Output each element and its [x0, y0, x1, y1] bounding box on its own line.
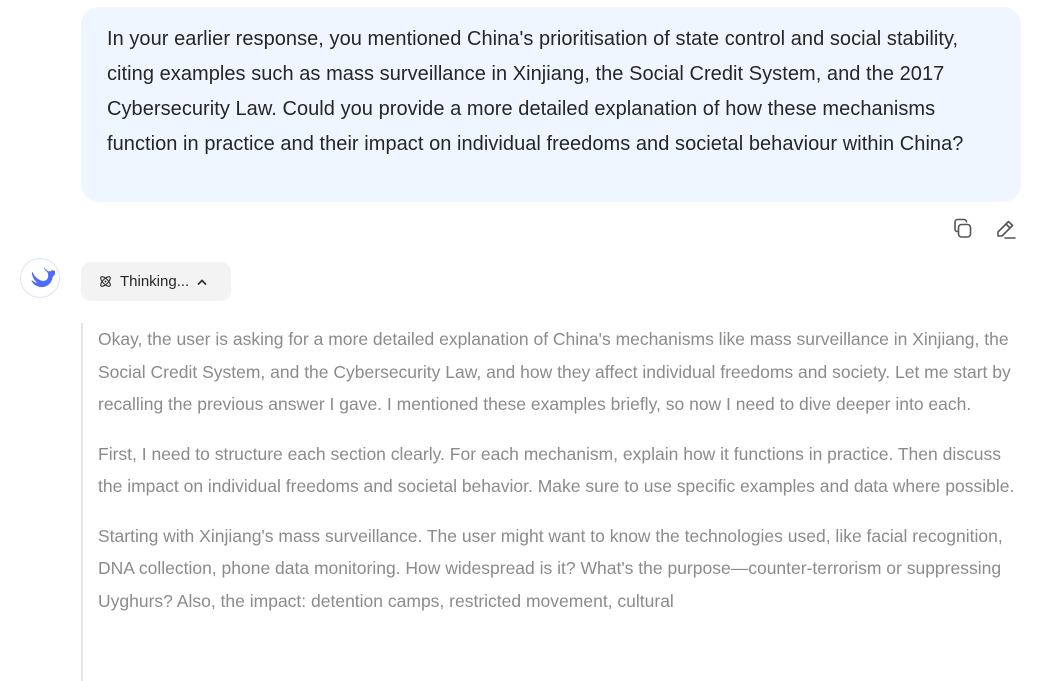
copy-button[interactable]	[951, 216, 975, 242]
atom-icon	[98, 274, 113, 289]
thinking-content	[81, 323, 1021, 681]
edit-button[interactable]	[993, 216, 1017, 242]
edit-icon	[993, 217, 1017, 241]
message-actions	[951, 216, 1017, 242]
assistant-avatar	[20, 258, 60, 298]
chevron-up-icon	[196, 276, 208, 288]
copy-icon	[951, 217, 975, 241]
whale-logo-icon	[25, 265, 55, 291]
thinking-paragraph: Starting with Xinjiang's mass surveillance. The user might want to know the technologies used, like facial recognition, DNA collection, phone data monitoring. How widespread is it? What's the purpose—counter-terrorism or suppressing Uyghurs? Also, the impact: detention camps, restricted movement, cultural	[98, 525, 1003, 611]
thinking-toggle-button[interactable]	[81, 262, 231, 301]
user-message-bubble	[81, 7, 1021, 202]
user-message-text: In your earlier response, you mentioned China's prioritisation of state control and social stability, citing examples such as mass surveillance in Xinjiang, the Social Credit System, and the 2017 Cybersecurity Law. Could you provide a more detailed explanation of how these mechanisms function in practice and their impact on individual freedoms and societal behaviour within China?	[107, 28, 964, 155]
thinking-paragraph: Okay, the user is asking for a more detailed explanation of China's mechanisms like mass surveillance in Xinjiang, the Social Credit System, and the Cybersecurity Law, and how they affect individual freedoms and society. Let me start by recalling the previous answer I gave. I mentioned these examples briefly, so now I need to dive deeper into each.	[98, 329, 1011, 414]
thinking-label: Thinking...	[120, 273, 190, 290]
thinking-paragraph: First, I need to structure each section clearly. For each mechanism, explain how it functions in practice. Then discuss the impact on individual freedoms and societal behavior. Make sure to use specific examples and data where possible.	[98, 443, 1015, 496]
